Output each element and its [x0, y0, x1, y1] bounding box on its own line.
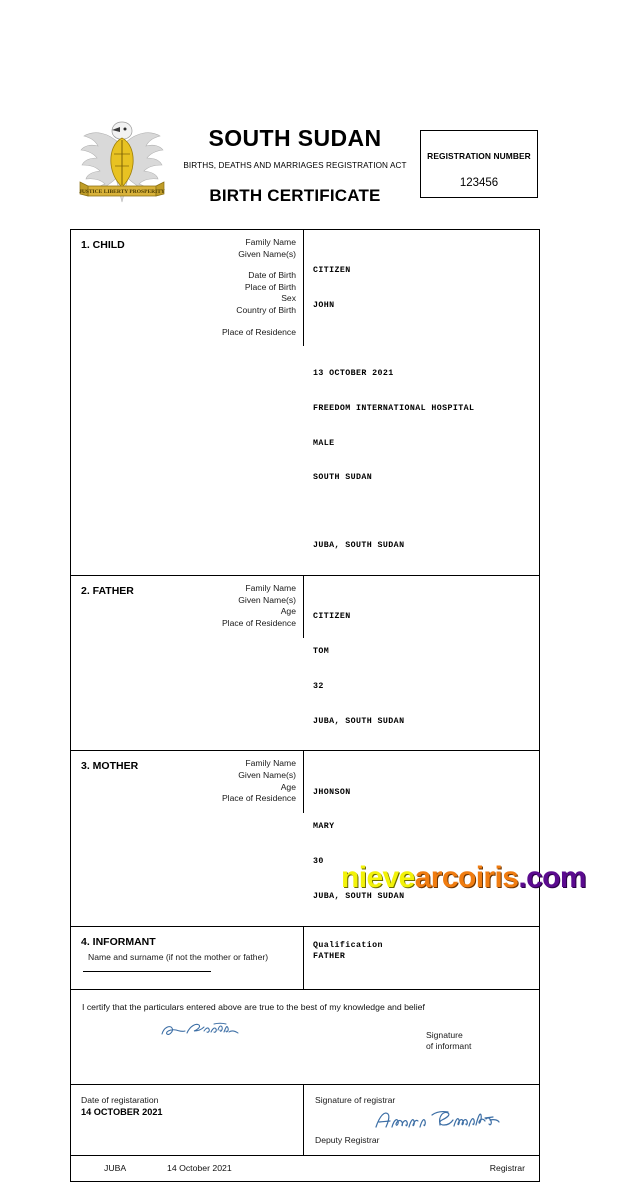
- label-child-family-name: Family Name: [245, 237, 296, 247]
- section-child: [71, 230, 539, 576]
- father-section-title: 2. FATHER: [81, 585, 134, 598]
- label-child-given-names: Given Name(s): [238, 248, 296, 259]
- registration-date-value: 14 OCTOBER 2021: [81, 1106, 163, 1117]
- label-child-place-of-residence: Place of Residence: [221, 326, 296, 337]
- informant-name-label: Name and surname (if not the mother or father): [88, 951, 269, 962]
- label-mother-age: Age: [280, 781, 296, 792]
- value-father-age: 32: [313, 681, 324, 691]
- footer-place: JUBA: [104, 1162, 127, 1173]
- value-mother-place-of-residence: JUBA, SOUTH SUDAN: [313, 891, 405, 901]
- header-title-block: [175, 112, 415, 206]
- registration-date-label: Date of registaration: [81, 1094, 159, 1105]
- label-father-family-name: Family Name: [245, 583, 296, 594]
- label-informant-qualification: Qualification: [313, 940, 383, 950]
- watermark-part-1: nieve: [341, 861, 415, 894]
- registration-number-box: [420, 130, 538, 198]
- father-value-cell: [304, 576, 539, 750]
- section-certification: [71, 990, 539, 1085]
- south-sudan-coat-of-arms-icon: [74, 114, 170, 210]
- label-child-sex: Sex: [281, 293, 296, 304]
- mother-label-cell: [71, 751, 304, 813]
- informant-section-title: 4. INFORMANT: [81, 935, 156, 948]
- footer-registrar-label: Registrar: [489, 1162, 525, 1173]
- registration-date-cell: [71, 1085, 304, 1156]
- value-child-place-of-residence: JUBA, SOUTH SUDAN: [313, 541, 405, 551]
- mother-section-title: 3. MOTHER: [81, 760, 139, 773]
- registrar-signature-label: Signature of registrar: [315, 1094, 396, 1105]
- value-mother-family-name: JHONSON: [313, 787, 351, 797]
- informant-name-input[interactable]: [83, 971, 211, 972]
- informant-signature: [156, 1018, 261, 1044]
- label-father-place-of-residence: Place of Residence: [221, 617, 296, 628]
- footer-cell: [71, 1156, 539, 1181]
- section-footer: [71, 1156, 539, 1181]
- svg-text:JUSTICE LIBERTY PROSPERITY: JUSTICE LIBERTY PROSPERITY: [79, 189, 165, 195]
- document-title: BIRTH CERTIFICATE: [209, 186, 381, 205]
- certificate-header: [70, 112, 540, 218]
- label-father-age: Age: [280, 606, 296, 617]
- father-values: [304, 576, 539, 750]
- value-father-place-of-residence: JUBA, SOUTH SUDAN: [313, 716, 405, 726]
- value-child-given-names: JOHN: [313, 300, 335, 310]
- label-mother-family-name: Family Name: [245, 758, 296, 769]
- registrar-signature-cell: [304, 1085, 539, 1155]
- registration-number-label: REGISTRATION NUMBER: [427, 151, 531, 161]
- section-informant: [71, 927, 539, 990]
- value-child-family-name: CITIZEN: [313, 266, 351, 276]
- watermark-part-2: arcoiris: [414, 861, 519, 894]
- informant-label-cell: [71, 927, 304, 989]
- value-child-country-of-birth: SOUTH SUDAN: [313, 473, 373, 483]
- watermark-part-3: .com: [518, 861, 586, 894]
- signature-label-line2: of informant: [426, 1041, 472, 1052]
- registrar-signature: [372, 1107, 500, 1133]
- registration-number-value: 123456: [459, 177, 499, 189]
- section-father: [71, 576, 539, 751]
- value-child-date-of-birth: 13 OCTOBER 2021: [313, 368, 394, 378]
- value-informant-qualification: FATHER: [313, 952, 346, 962]
- informant-signature-label: [426, 1030, 471, 1053]
- informant-value-cell: [304, 927, 539, 989]
- value-child-sex: MALE: [313, 438, 335, 448]
- child-labels: [71, 237, 303, 338]
- certificate-table: [70, 229, 540, 1182]
- label-child-date-of-birth: Date of Birth: [248, 270, 296, 281]
- value-child-place-of-birth: FREEDOM INTERNATIONAL HOSPITAL: [313, 403, 475, 413]
- value-father-family-name: CITIZEN: [313, 612, 351, 622]
- mother-values: [304, 751, 539, 925]
- section-mother: [71, 751, 539, 926]
- value-father-given-names: TOM: [313, 647, 330, 656]
- act-line: BIRTHS, DEATHS AND MARRIAGES REGISTRATION ACT: [183, 161, 407, 170]
- label-child-country-of-birth: Country of Birth: [236, 304, 296, 315]
- footer-date: 14 October 2021: [167, 1162, 232, 1173]
- section-registration: [71, 1085, 539, 1156]
- signature-label-line1: Signature: [426, 1029, 463, 1040]
- child-values: [304, 230, 539, 575]
- child-section-title: 1. CHILD: [81, 239, 125, 251]
- value-mother-given-names: MARY: [313, 822, 335, 832]
- label-child-place-of-birth: Place of Birth: [244, 281, 296, 292]
- label-mother-place-of-residence: Place of Residence: [221, 793, 296, 804]
- certification-statement: I certify that the particulars entered above are true to the best of my knowledge and belief: [82, 1001, 425, 1012]
- country-title: SOUTH SUDAN: [208, 125, 382, 151]
- informant-qualification: [304, 927, 539, 963]
- label-father-given-names: Given Name(s): [238, 594, 296, 605]
- certification-cell: [71, 990, 539, 1084]
- value-mother-age: 30: [313, 857, 324, 867]
- father-label-cell: [71, 576, 304, 638]
- child-value-cell: [304, 230, 539, 575]
- child-label-cell: [71, 230, 304, 346]
- label-mother-given-names: Given Name(s): [238, 769, 296, 780]
- site-watermark: [341, 861, 586, 895]
- mother-value-cell: [304, 751, 539, 925]
- deputy-registrar-label: Deputy Registrar: [315, 1134, 380, 1145]
